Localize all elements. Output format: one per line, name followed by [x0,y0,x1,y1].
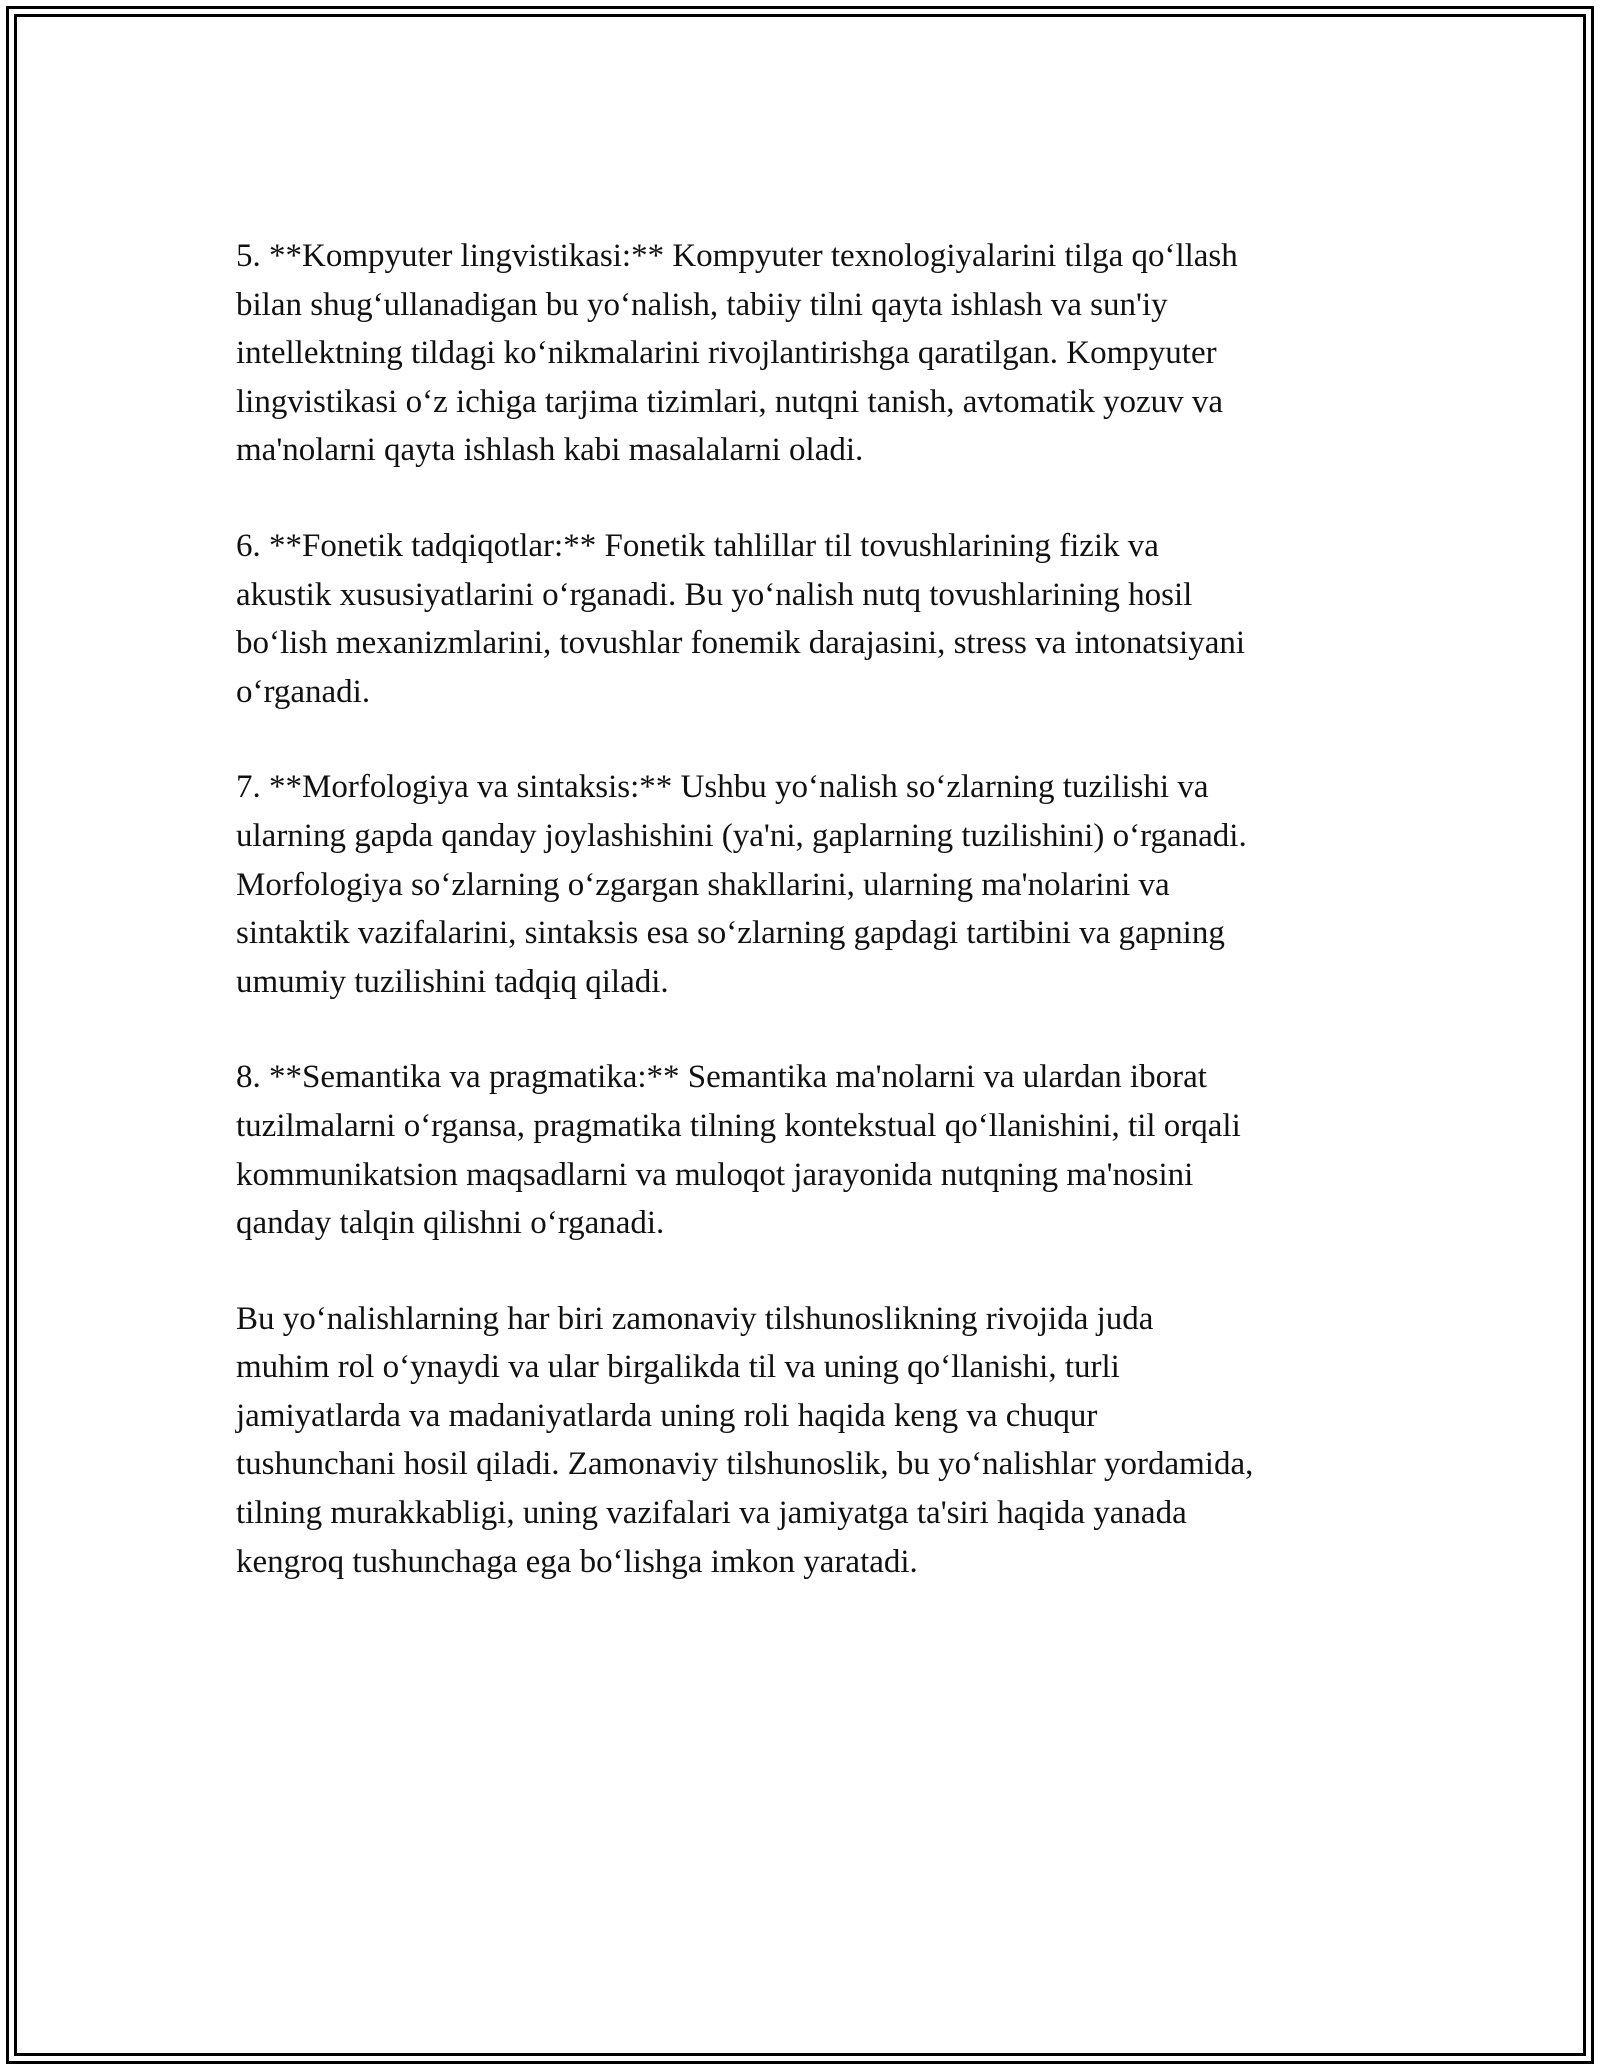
text-line: 8. **Semantika va pragmatika:** Semantika ma'nolarni va ulardan iborat [236,1059,1207,1096]
text-line: Bu yo‘nalishlarning har biri zamonaviy tilshunoslikning rivojida juda [236,1300,1154,1337]
text-line: ularning gapda qanday joylashishini (ya'ni, gaplarning tuzilishini) o‘rganadi. [236,817,1247,854]
text-line: o‘rganadi. [236,673,371,710]
text-line: qanday talqin qilishni o‘rganadi. [236,1205,665,1242]
text-line: muhim rol o‘ynaydi va ular birgalikda til va uning qo‘llanishi, turli [236,1349,1120,1386]
text-line: akustik xususiyatlarini o‘rganadi. Bu yo‘nalish nutq tovushlarining hosil [236,576,1193,613]
text-line: sintaktik vazifalarini, sintaksis esa so‘zlarning gapdagi tartibini va gapning [236,915,1225,952]
text-line: bo‘lish mexanizmlarini, tovushlar fonemik darajasini, stress va intonatsiyani [236,625,1246,662]
text-line: tushunchani hosil qiladi. Zamonaviy tilshunoslik, bu yo‘nalishlar yordamida, [236,1446,1254,1483]
text-line: 6. **Fonetik tadqiqotlar:** Fonetik tahlillar til tovushlarining fizik va [236,527,1159,564]
text-line: 5. **Kompyuter lingvistikasi:** Kompyuter texnologiyalarini tilga qo‘llash [236,238,1238,274]
paragraph-conclusion [236,1295,1386,1587]
paragraph-fonetik-tadqiqotlar [236,522,1386,716]
text-line: kengroq tushunchaga ega bo‘lishga imkon yaratadi. [236,1543,918,1580]
paragraph-morfologiya-sintaksis [236,763,1386,1006]
text-line: intellektning tildagi ko‘nikmalarini rivojlantirishga qaratilgan. Kompyuter [236,335,1217,372]
text-line: Morfologiya so‘zlarning o‘zgargan shakllarini, ularning ma'nolarini va [236,866,1170,903]
document-body [236,232,1386,1633]
text-line: kommunikatsion maqsadlarni va muloqot jarayonida nutqning ma'nosini [236,1156,1194,1193]
text-line: 7. **Morfologiya va sintaksis:** Ushbu yo‘nalish so‘zlarning tuzilishi va [236,769,1209,806]
text-line: tilning murakkabligi, uning vazifalari va jamiyatga ta'siri haqida yanada [236,1495,1187,1532]
paragraph-semantika-pragmatika [236,1053,1386,1247]
text-line: ma'nolarni qayta ishlash kabi masalalarni oladi. [236,432,864,469]
text-line: jamiyatlarda va madaniyatlarda uning roli haqida keng va chuqur [236,1397,1098,1434]
text-line: bilan shug‘ullanadigan bu yo‘nalish, tabiiy tilni qayta ishlash va sun'iy [236,286,1168,323]
text-line: lingvistikasi o‘z ichiga tarjima tizimlari, nutqni tanish, avtomatik yozuv va [236,383,1224,420]
paragraph-kompyuter-lingvistikasi [236,232,1386,475]
text-line: tuzilmalarni o‘rgansa, pragmatika tilning kontekstual qo‘llanishini, til orqali [236,1107,1241,1144]
text-line: umumiy tuzilishini tadqiq qiladi. [236,963,669,1000]
